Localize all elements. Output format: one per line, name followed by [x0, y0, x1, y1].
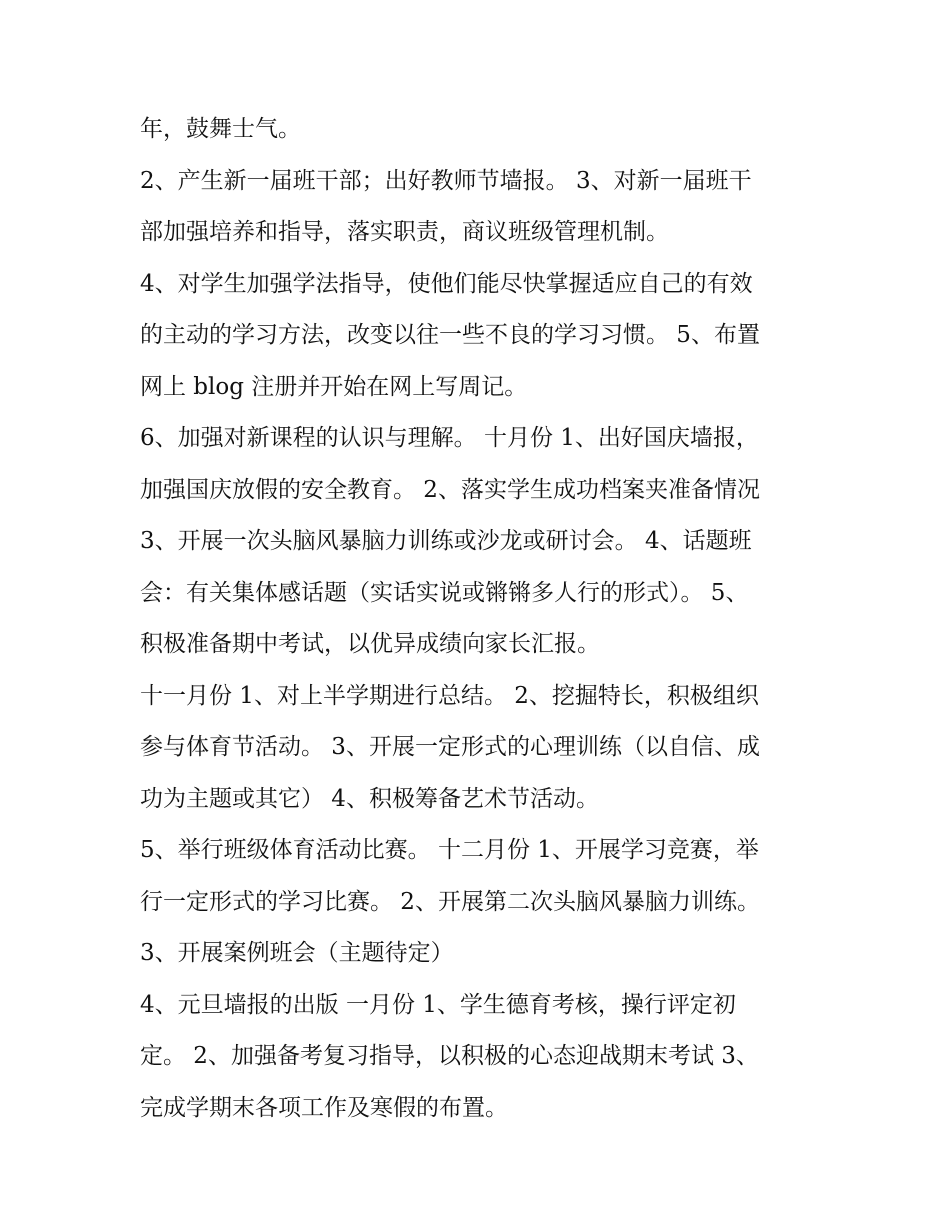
text-line-9: 3、开展一次头脑风暴脑力训练或沙龙或研讨会。 4、话题班 [140, 528, 752, 554]
text-line-11: 积极准备期中考试，以优异成绩向家长汇报。 [140, 631, 600, 657]
text-line-16: 行一定形式的学习比赛。 2、开展第二次头脑风暴脑力训练。 [140, 888, 760, 915]
text-line-13: 参与体育节活动。 3、开展一定形式的心理训练（以自信、成 [140, 734, 760, 760]
text-line-6: 网上 blog 注册并开始在网上写周记。 [140, 373, 528, 400]
text-line-20: 完成学期末各项工作及寒假的布置。 [140, 1094, 508, 1121]
text-line-1: 年，鼓舞士气。 [140, 116, 301, 142]
text-line-3: 部加强培养和指导，落实职责，商议班级管理机制。 [140, 219, 669, 245]
text-line-4: 4、对学生加强学法指导，使他们能尽快掌握适应自己的有效 [140, 270, 753, 297]
text-line-10: 会：有关集体感话题（实话实说或锵锵多人行的形式）。 5、 [140, 579, 749, 606]
text-line-5: 的主动的学习方法，改变以往一些不良的学习习惯。 5、布置 [140, 322, 760, 348]
text-line-8: 加强国庆放假的安全教育。 2、落实学生成功档案夹准备情况 [140, 476, 760, 503]
text-line-12: 十一月份 1、对上半学期进行总结。 2、挖掘特长，积极组织 [140, 682, 759, 709]
text-line-14: 功为主题或其它） 4、积极筹备艺术节活动。 [140, 785, 599, 812]
document-body [140, 104, 820, 1134]
text-line-19: 定。 2、加强备考复习指导，以积极的心态迎战期末考试 3、 [140, 1043, 759, 1069]
text-line-17: 3、开展案例班会（主题待定） [140, 940, 454, 966]
text-line-15: 5、举行班级体育活动比赛。 十二月份 1、开展学习竞赛，举 [140, 837, 759, 863]
text-line-7: 6、加强对新课程的认识与理解。 十月份 1、出好国庆墙报， [140, 425, 759, 451]
text-line-2: 2、产生新一届班干部；出好教师节墙报。 3、对新一届班干 [140, 167, 752, 194]
text-line-18: 4、元旦墙报的出版 一月份 1、学生德育考核，操行评定初 [140, 991, 736, 1018]
